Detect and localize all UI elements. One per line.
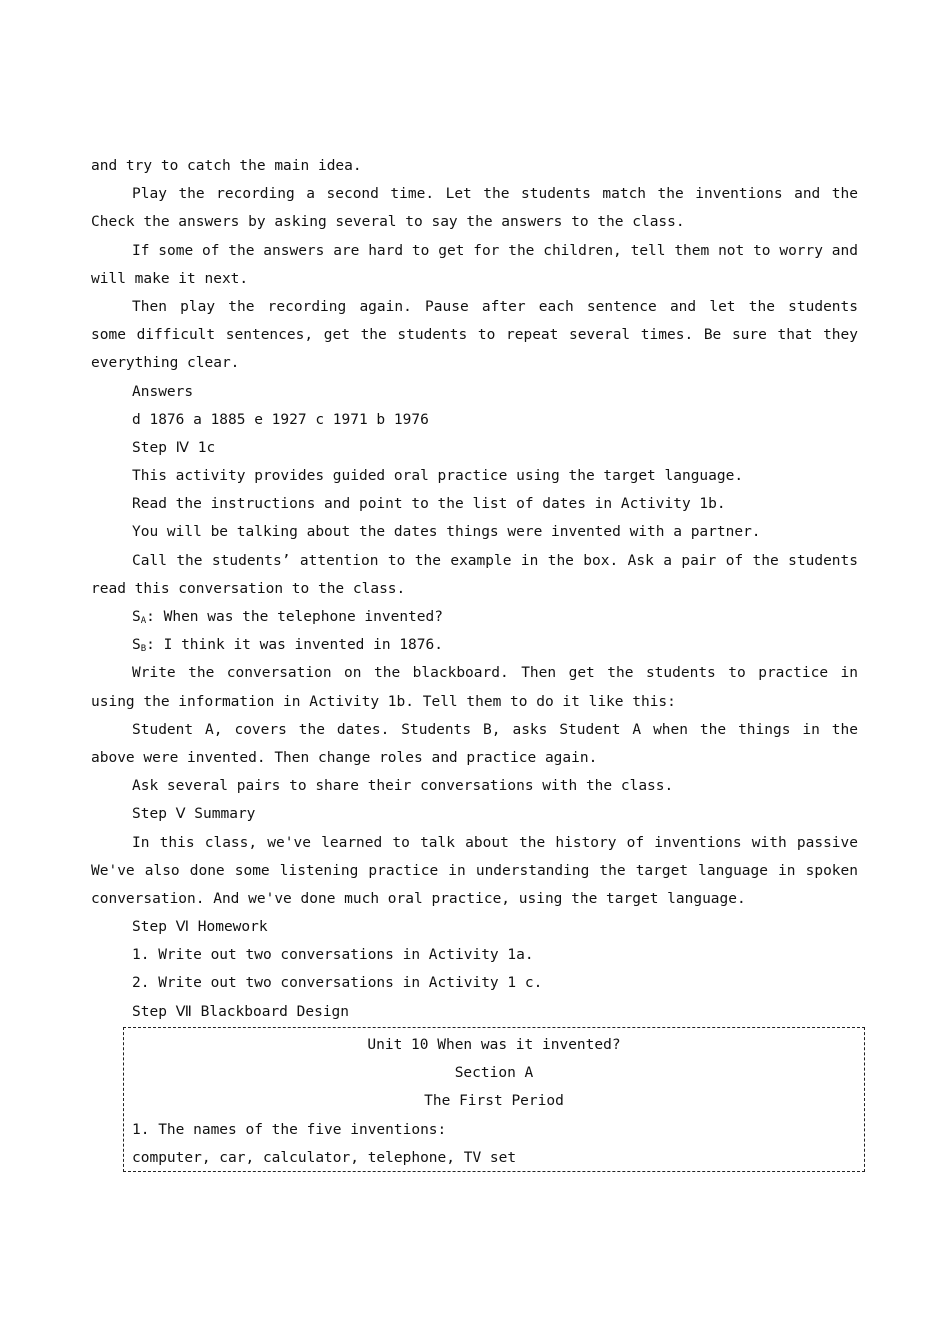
- board-item: 1. The names of the five inventions:: [132, 1122, 447, 1138]
- paragraph-line: Then play the recording again. Pause after each sentence and let the students: [132, 298, 858, 315]
- paragraph-line: above were invented. Then change roles and practice again.: [91, 749, 598, 766]
- paragraph-line: everything clear.: [91, 355, 240, 372]
- step-heading: Step Ⅴ Summary: [132, 806, 256, 823]
- board-title: Unit 10 When was it invented?: [367, 1037, 621, 1053]
- paragraph-line: Play the recording a second time. Let the students match the inventions and the: [132, 186, 858, 203]
- paragraph-line: Ask several pairs to share their conversations with the class.: [132, 778, 674, 795]
- dialogue-line-a: $S_A$: When was the telephone invented?: [132, 609, 443, 626]
- answers-list: d 1876 a 1885 e 1927 c 1971 b 1976: [132, 411, 429, 428]
- paragraph-line: some difficult sentences, get the students to repeat several times. Be sure that they: [91, 327, 858, 344]
- dialogue-text: : When was the telephone invented?: [146, 609, 443, 625]
- paragraph-line: We've also done some listening practice in understanding the target language in spoken: [91, 862, 858, 879]
- blackboard-design-box: [123, 1027, 865, 1172]
- paragraph-line: conversation. And we've done much oral practice, using the target language.: [91, 890, 746, 907]
- paragraph-line: Student A, covers the dates. Students B, asks Student A when the things in the: [132, 721, 858, 738]
- lesson-text: [91, 152, 858, 1026]
- board-section: Section A: [454, 1065, 534, 1081]
- paragraph-line: read this conversation to the class.: [91, 580, 406, 597]
- paragraph-line: Write the conversation on the blackboard. Then get the students to practice in: [132, 665, 858, 682]
- board-period: The First Period: [424, 1093, 564, 1109]
- dialogue-text: : I think it was invented in 1876.: [146, 637, 443, 654]
- answers-label: Answers: [132, 383, 194, 400]
- paragraph-line: and try to catch the main idea.: [91, 158, 362, 174]
- paragraph-line: You will be talking about the dates things were invented with a partner.: [132, 524, 761, 541]
- homework-item: 2. Write out two conversations in Activity 1 c.: [132, 975, 543, 992]
- paragraph-line: Read the instructions and point to the list of dates in Activity 1b.: [132, 496, 726, 513]
- paragraph-line: using the information in Activity 1b. Tell them to do it like this:: [91, 693, 676, 710]
- homework-item: 1. Write out two conversations in Activity 1a.: [132, 947, 534, 964]
- step-heading: Step Ⅳ 1c: [132, 439, 216, 456]
- dialogue-line-b: $S_B$: I think it was invented in 1876.: [132, 637, 443, 655]
- paragraph-line: Call the students’ attention to the example in the box. Ask a pair of the students: [132, 552, 858, 569]
- paragraph-line: This activity provides guided oral practice using the target language.: [132, 468, 744, 485]
- step-heading: Step Ⅶ Blackboard Design: [132, 1003, 350, 1020]
- paragraph-line: will make it next.: [91, 270, 249, 287]
- board-item-list: computer, car, calculator, telephone, TV set: [132, 1150, 517, 1166]
- paragraph-line: In this class, we've learned to talk about the history of inventions with passive: [132, 834, 858, 851]
- speaker-subscript: B: [140, 644, 147, 655]
- paragraph-line: If some of the answers are hard to get for the children, tell them not to worry and: [132, 242, 858, 259]
- step-heading: Step Ⅵ Homework: [132, 919, 268, 936]
- speaker-subscript: A: [140, 616, 147, 626]
- paragraph-line: Check the answers by asking several to say the answers to the class.: [91, 214, 685, 231]
